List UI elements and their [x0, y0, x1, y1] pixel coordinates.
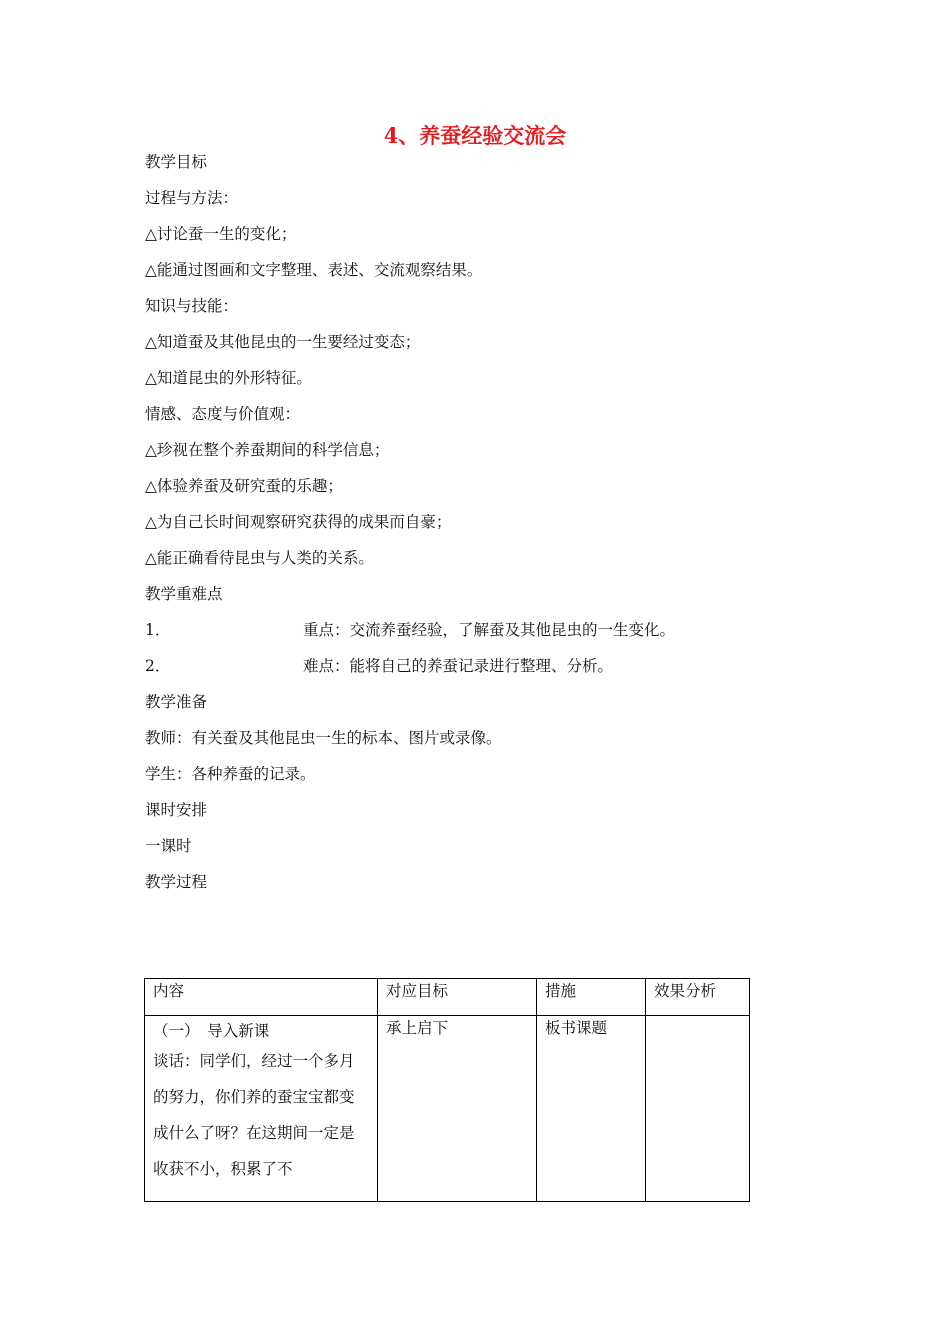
target-cell [378, 1016, 537, 1202]
goal-item: △能正确看待昆虫与人类的关系。 [145, 549, 374, 567]
goal-item: △讨论蚕一生的变化； [145, 225, 297, 243]
subheading-knowledge-skill: 知识与技能： [145, 297, 239, 315]
lesson-table [144, 978, 750, 1202]
page-title: 4、养蚕经验交流会 [383, 123, 567, 148]
goal-item: △珍视在整个养蚕期间的科学信息； [145, 441, 390, 459]
schedule-value: 一课时 [145, 837, 192, 855]
goal-item: △知道蚕及其他昆虫的一生要经过变态； [145, 333, 421, 351]
heading-schedule: 课时安排 [145, 801, 208, 819]
effect-cell [646, 1016, 750, 1202]
header-content: 内容 [145, 979, 378, 1016]
subheading-process-method: 过程与方法： [145, 189, 239, 207]
section-title: （一） 导入新课 [153, 1022, 270, 1040]
table-row [145, 1016, 750, 1202]
header-effect: 效果分析 [646, 979, 750, 1016]
section-content: 谈话：同学们，经过一个多月的努力，你们养的蚕宝宝都变成什么了呀？在这期间一定是收获不小，积累了不 [153, 1052, 355, 1178]
prep-item: 学生：各种养蚕的记录。 [145, 765, 316, 783]
heading-teaching-process: 教学过程 [145, 873, 208, 891]
subheading-emotion-values: 情感、态度与价值观： [145, 405, 301, 423]
measure-cell [537, 1016, 646, 1202]
heading-teaching-goals: 教学目标 [145, 153, 208, 171]
goal-item: △体验养蚕及研究蚕的乐趣； [145, 477, 343, 495]
content-cell [145, 1016, 378, 1202]
heading-teaching-preparation: 教学准备 [145, 693, 208, 711]
key-point-text: 重点：交流养蚕经验，了解蚕及其他昆虫的一生变化。 [303, 621, 676, 639]
heading-key-difficult-points: 教学重难点 [145, 585, 223, 603]
target-text: 承上启下 [386, 1019, 449, 1037]
key-point-number: 1． [145, 621, 171, 639]
goal-item: △能通过图画和文字整理、表述、交流观察结果。 [145, 261, 483, 279]
goal-item: △为自己长时间观察研究获得的成果而自豪； [145, 513, 452, 531]
key-point-text: 难点：能将自己的养蚕记录进行整理、分析。 [303, 657, 614, 675]
header-measure: 措施 [537, 979, 646, 1016]
prep-item: 教师：有关蚕及其他昆虫一生的标本、图片或录像。 [145, 729, 502, 747]
table-header-row [145, 979, 750, 1016]
key-point-number: 2． [145, 657, 171, 675]
header-target: 对应目标 [378, 979, 537, 1016]
goal-item: △知道昆虫的外形特征。 [145, 369, 312, 387]
measure-text: 板书课题 [545, 1019, 608, 1037]
